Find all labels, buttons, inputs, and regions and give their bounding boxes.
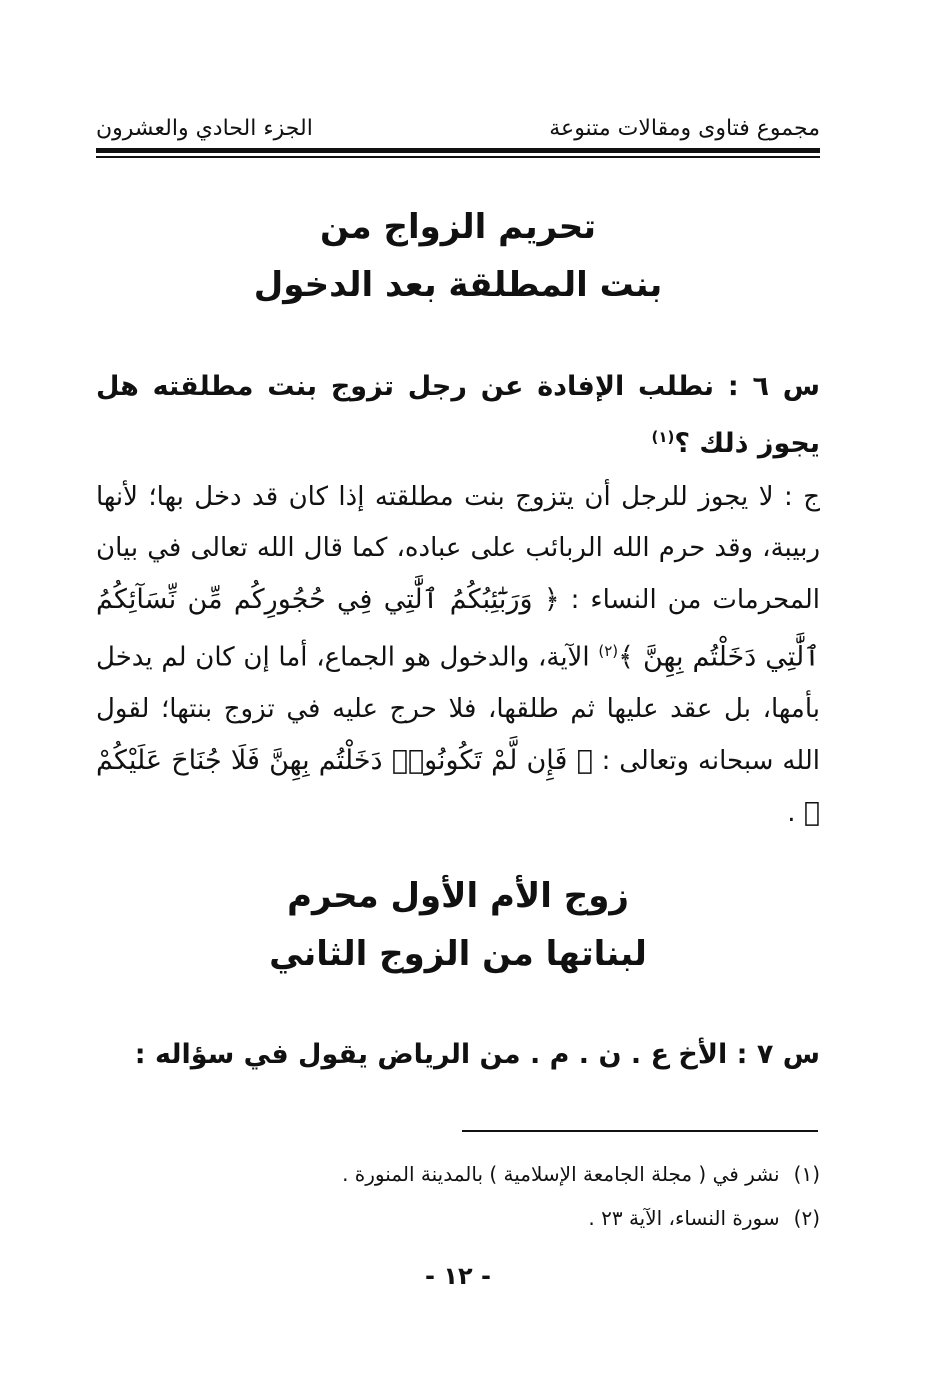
question-6-label: س ٦ :: [727, 371, 820, 402]
footnote-ref-2[interactable]: (٢): [598, 642, 619, 660]
answer-6: [96, 472, 820, 839]
question-7: [96, 1030, 820, 1080]
section-title-2: [96, 867, 820, 983]
section-title-1-line1: تحريم الزواج من: [319, 207, 597, 247]
question-7-text: الأخ ع . ن . م . من الرياض يقول في سؤاله :: [134, 1039, 728, 1070]
volume-label: الجزء الحادي والعشرون: [96, 116, 313, 141]
book-title: مجموع فتاوى ومقالات متنوعة: [549, 116, 820, 141]
footnote-1-text: نشر في ( مجلة الجامعة الإسلامية ) بالمدينة المنورة .: [342, 1162, 780, 1186]
footnote-1: [96, 1152, 820, 1196]
header-rule-thin: [96, 156, 820, 158]
section-title-1: [96, 198, 820, 314]
section-title-2-line1: زوج الأم الأول محرم: [287, 876, 629, 916]
footnote-ref-1[interactable]: (١): [651, 428, 675, 446]
page-number: - ١٢ -: [425, 1262, 491, 1290]
footnote-1-number: (١): [793, 1162, 820, 1186]
header-rule-thick: [96, 148, 820, 153]
section-title-2-line2: لبناتها من الزوج الثاني: [269, 934, 647, 974]
footnote-2-text: سورة النساء، الآية ٢٣ .: [588, 1206, 780, 1230]
running-header: [96, 116, 820, 146]
section-title-1-line2: بنت المطلقة بعد الدخول: [253, 265, 663, 305]
footnote-2: [96, 1196, 820, 1240]
footnote-separator: [462, 1130, 818, 1132]
answer-6-text-part1: لا يجوز للرجل أن يتزوج بنت مطلقته إذا كان قد دخل بها؛ لأنها ربيبة، وقد حرم الله الربائب على عباده، كما قال الله تعالى في بيان المحرمات من النساء :: [96, 482, 820, 615]
question-6-text: نطلب الإفادة عن رجل تزوج بنت مطلقته هل يجوز ذلك ؟: [96, 371, 820, 459]
answer-6-text-part2: الآية، والدخول هو الجماع، أما إن كان لم يدخل بأمها، بل عقد عليها ثم طلقها، فلا حرج عليه في تزوج بنتها؛ لقول الله سبحانه وتعالى :: [96, 642, 821, 776]
footnotes: [96, 1152, 820, 1240]
answer-6-label: ج :: [784, 482, 821, 512]
quran-verse-1: ﴿ وَرَبَٰٓئِبُكُمُ ٱلَّٰتِي فِي حُجُورِكُم مِّن نِّسَآئِكُمُ ٱلَّٰتِي دَخَلْتُم بِهِنَّ ﴾: [96, 584, 820, 673]
question-6: [96, 362, 820, 469]
footnote-2-number: (٢): [793, 1206, 820, 1230]
quran-verse-2: ﴿ فَإِن لَّمْ تَكُونُوا۟ دَخَلْتُم بِهِنَّ فَلَا جُنَاحَ عَلَيْكُمْ ﴾: [96, 744, 820, 828]
answer-6-end: .: [787, 797, 796, 828]
question-7-label: س ٧ :: [736, 1039, 820, 1070]
